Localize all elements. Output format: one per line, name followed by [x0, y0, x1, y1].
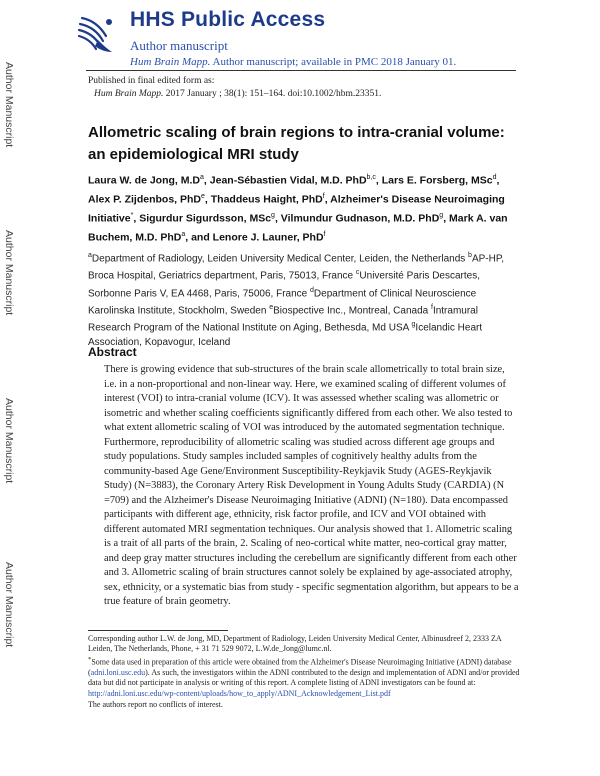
author-separator: , [324, 193, 331, 206]
publication-citation-details: 2017 January ; 38(1): 151–164. doi:10.1002/hbm.23351. [163, 89, 382, 99]
article-title: Allometric scaling of brain regions to intra-cranial volume: an epidemiological MRI study [88, 124, 505, 163]
author-list [88, 170, 518, 246]
author-separator: , [133, 212, 140, 225]
author-affiliation-marker: * [130, 212, 134, 219]
conflict-of-interest-note: The authors report no conflicts of interest. [88, 699, 223, 709]
adni-note-text: Some data used in preparation of this article were obtained from the Alzheimer's Disease Neuroimaging Initiative (ADNI) database ( [88, 658, 512, 678]
affiliation-marker: d [310, 286, 314, 294]
adni-website-link[interactable]: adni.loni.usc.edu [90, 668, 146, 678]
author-affiliation-marker: b,c [366, 174, 376, 181]
author-affiliation-marker: d [492, 174, 497, 181]
abstract-heading: Abstract [88, 345, 137, 359]
adni-note-text-cont: ). As such, the investigators within the ADNI contributed to the design and implementation of ADNI and/or provided data but did not participate in analysis or writing of this report. A complete listing of ADNI investigators can be found at: [88, 668, 520, 688]
author-name: Thaddeus Haight, PhD [210, 193, 323, 206]
publication-citation [88, 88, 381, 101]
author-affiliation-marker: g [271, 212, 275, 219]
author-manuscript-side-label: Author Manuscript [3, 62, 15, 148]
author-affiliation-marker: e [201, 193, 205, 200]
author-name: Alzheimer's Disease Neuroimaging Initiative [88, 193, 505, 225]
author-affiliation-marker: g [439, 212, 444, 219]
affiliation-marker: a [88, 252, 92, 259]
author-name: Vilmundur Gudnason, M.D. PhD [280, 212, 440, 225]
author-manuscript-subtitle: Author manuscript [130, 38, 228, 53]
author-name: Lars E. Forsberg, MSc [381, 174, 493, 187]
author-separator: , [496, 174, 500, 187]
footnote-divider [88, 630, 228, 631]
author-separator: , [375, 174, 382, 187]
author-name: Sigurdur Sigurdsson, MSc [139, 212, 272, 225]
affiliation-text: Intramural Research Program of the National Institute on Aging, Bethesda, Md USA [88, 305, 478, 334]
author-affiliation-marker: f [323, 231, 326, 238]
affiliation-marker: f [430, 303, 433, 311]
author-separator: , [204, 193, 211, 206]
affiliation-marker: c [355, 269, 360, 277]
author-manuscript-side-label: Author Manuscript [3, 398, 15, 484]
author-name: Alex P. Zijdenbos, PhD [88, 193, 201, 206]
author-separator: , and [185, 231, 213, 244]
availability-text: Author manuscript; available in PMC 2018 January 01. [210, 56, 457, 68]
author-separator: , [274, 212, 281, 225]
author-name: Jean-Sébastien Vidal, M.D. PhD [209, 174, 367, 187]
hhs-eagle-logo-icon [76, 10, 116, 56]
affiliation-marker: b [468, 252, 472, 259]
published-in-label: Published in final edited form as: [88, 76, 215, 86]
adni-note-marker: * [88, 656, 92, 664]
affiliation-text: Université Paris Descartes, Sorbonne Paris V, EA 4468, Paris, 75006, France [88, 270, 480, 299]
author-separator: , [203, 174, 210, 187]
affiliation-text: Biospective Inc., Montreal, Canada [273, 305, 431, 317]
affiliation-text: Icelandic Heart Association, Kopavogur, Iceland [88, 322, 483, 348]
footnotes [88, 634, 520, 711]
adni-note [88, 655, 520, 698]
author-separator: , [443, 212, 450, 225]
corresponding-author-note: Corresponding author L.W. de Jong, MD, Department of Radiology, Leiden University Medical Center, Albinusdreef 2, 2333 ZA Leiden, The Netherlands, Phone, + 31 71 529 9072, L.W.de_Jong@lumc.nl. [88, 634, 502, 654]
affiliation-text: AP-HP, Broca Hospital, Geriatrics department, Paris, 75013, France [88, 253, 505, 282]
affiliation-marker: e [269, 303, 274, 311]
affiliation-text: Department of Clinical Neuroscience Karolinska Institute, Stockholm, Sweden [88, 287, 477, 317]
header-divider [86, 70, 516, 71]
author-name: Mark A. van Buchem, M.D. PhD [88, 212, 508, 244]
author-name: Laura W. de Jong, M.D [88, 174, 201, 187]
publication-journal: Hum Brain Mapp. [94, 89, 164, 99]
hhs-header [76, 8, 516, 78]
author-affiliation-marker: a [200, 174, 204, 181]
author-manuscript-side-label: Author Manuscript [3, 562, 15, 648]
pmc-availability-line [130, 56, 456, 68]
affiliation-text: Department of Radiology, Leiden University Medical Center, Leiden, the Netherlands [91, 253, 469, 265]
journal-name: Hum Brain Mapp. [130, 56, 211, 68]
adni-acknowledgement-link[interactable]: http://adni.loni.usc.edu/wp-content/uploads/how_to_apply/ADNI_Acknowledgement_List.pdf [88, 688, 391, 698]
abstract-text: There is growing evidence that sub-structures of the brain scale allometrically to total brain size, i.e. in a non-proportional and non-linear way. Here, we examined scaling of different volumes of interest (VOI) to intra-cranial volume (ICV). It was assessed whether scaling was allometric or isometric and whether scaling coefficients significantly differed from each other. We also tested to what extent allometric scaling of VOI was introduced by the automated segmentation technique. Furthermore, reproducibility of allometric scaling was studied across different age groups and study populations. Study samples included samples of cognitively healthy adults from the community-based Age Gene/Environment Susceptibility-Reykjavik Study (AGES-Reykjavik Study) (N=3883), the Coronary Artery Risk Development in Young Adults Study (CARDIA) (N =709) and the Alzheimer's Disease Neuroimaging Initiative (ADNI) (N=180). Data encompassed participants with different age, ethnicity, risk factor profile, and ICV and VOI obtained with different automated MRI segmentation techniques. Our analysis showed that 1. Allometric scaling is a trait of all parts of the brain, 2. Scaling of neo-cortical white matter, neo-cortical gray matter, and deep gray matter structures including the cerebellum are significantly different from each other and 3. Allometric scaling of brain structures cannot solely be explained by age-associated atrophy, sex, ethnicity, or a systematic bias from study - specific segmentation algorithm, but appears to be a true feature of brain geometry. [104, 364, 519, 607]
affiliations [88, 249, 518, 350]
publication-info [88, 75, 381, 101]
author-manuscript-side-label: Author Manuscript [3, 230, 15, 316]
author-affiliation-marker: a [181, 231, 186, 238]
hhs-public-access-title: HHS Public Access [130, 8, 326, 31]
author-name: Lenore J. Launer, PhD [212, 231, 324, 244]
affiliation-marker: g [411, 321, 416, 329]
author-affiliation-marker: f [322, 193, 325, 200]
